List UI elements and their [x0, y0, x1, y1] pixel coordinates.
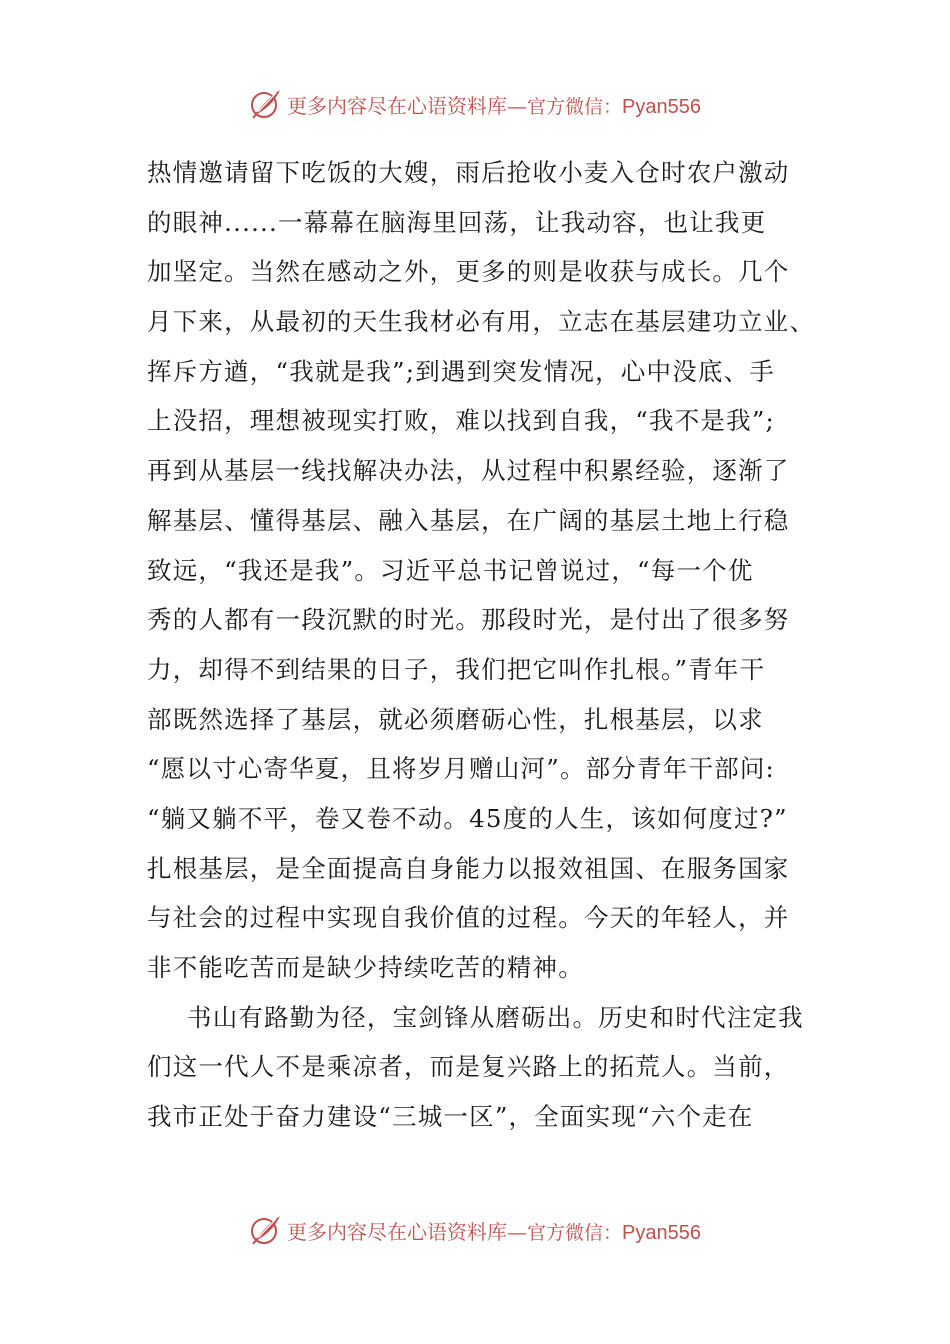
- header-banner: [0, 84, 950, 124]
- header-banner-label: 更多内容尽在心语资料库: [287, 93, 507, 118]
- body-line: 部既然选择了基层，就必须磨砺心性，扎根基层，以求: [147, 704, 764, 734]
- paragraph-start-line: 书山有路勤为径，宝剑锋从磨砺出。历史和时代注定我: [187, 1002, 804, 1032]
- body-line: 力，却得不到结果的日子，我们把它叫作扎根。”青年干: [147, 654, 766, 684]
- footer-banner-text: [287, 1216, 701, 1245]
- header-banner-text: [287, 90, 701, 119]
- body-line: 的眼神......一幕幕在脑海里回荡，让我动容，也让我更: [147, 207, 767, 237]
- feather-pen-logo-icon: [249, 1213, 283, 1247]
- body-line: “躺又躺不平，卷又卷不动。45度的人生，该如何度过?”: [147, 803, 788, 833]
- body-line: 与社会的过程中实现自我价值的过程。今天的年轻人，并: [147, 903, 790, 933]
- body-line: 加坚定。当然在感动之外，更多的则是收获与成长。几个: [147, 257, 790, 287]
- body-line: 们这一代人不是乘凉者，而是复兴路上的拓荒人。当前，: [147, 1052, 790, 1082]
- body-line: 解基层、懂得基层、融入基层，在广阔的基层土地上行稳: [147, 505, 790, 535]
- footer-banner-label: 更多内容尽在心语资料库: [287, 1219, 507, 1244]
- body-line: 再到从基层一线找解决办法，从过程中积累经验，逐渐了: [147, 456, 790, 486]
- body-line: 上没招，理想被现实打败，难以找到自我，“我不是我”;: [147, 406, 776, 436]
- body-line: 我市正处于奋力建设“三城一区”，全面实现“六个走在: [147, 1102, 754, 1132]
- document-body: [147, 148, 816, 1142]
- footer-banner: [0, 1210, 950, 1250]
- body-line: 致远，“我还是我”。习近平总书记曾说过，“每一个优: [147, 555, 754, 585]
- footer-banner-wechat-id: Pyan556: [622, 1221, 701, 1244]
- body-line: 月下来，从最初的天生我材必有用，立志在基层建功立业、: [147, 307, 816, 337]
- body-line: 挥斥方遒，“我就是我”;到遇到突发情况，心中没底、手: [147, 356, 776, 386]
- body-line: 秀的人都有一段沉默的时光。那段时光，是付出了很多努: [147, 605, 790, 635]
- header-banner-dash: —: [507, 93, 527, 118]
- feather-pen-logo-icon: [249, 87, 283, 121]
- body-line: 热情邀请留下吃饭的大嫂，雨后抢收小麦入仓时农户激动: [147, 158, 790, 187]
- footer-banner-label2: 官方微信：: [527, 1221, 623, 1244]
- header-banner-label2: 官方微信：: [527, 95, 623, 118]
- body-line: 非不能吃苦而是缺少持续吃苦的精神。: [147, 953, 584, 982]
- header-banner-wechat-id: Pyan556: [622, 95, 701, 118]
- footer-banner-dash: —: [507, 1219, 527, 1244]
- body-line: “愿以寸心寄华夏，且将岁月赠山河”。部分青年干部问:: [147, 754, 776, 784]
- body-line: 扎根基层，是全面提高自身能力以报效祖国、在服务国家: [147, 853, 790, 883]
